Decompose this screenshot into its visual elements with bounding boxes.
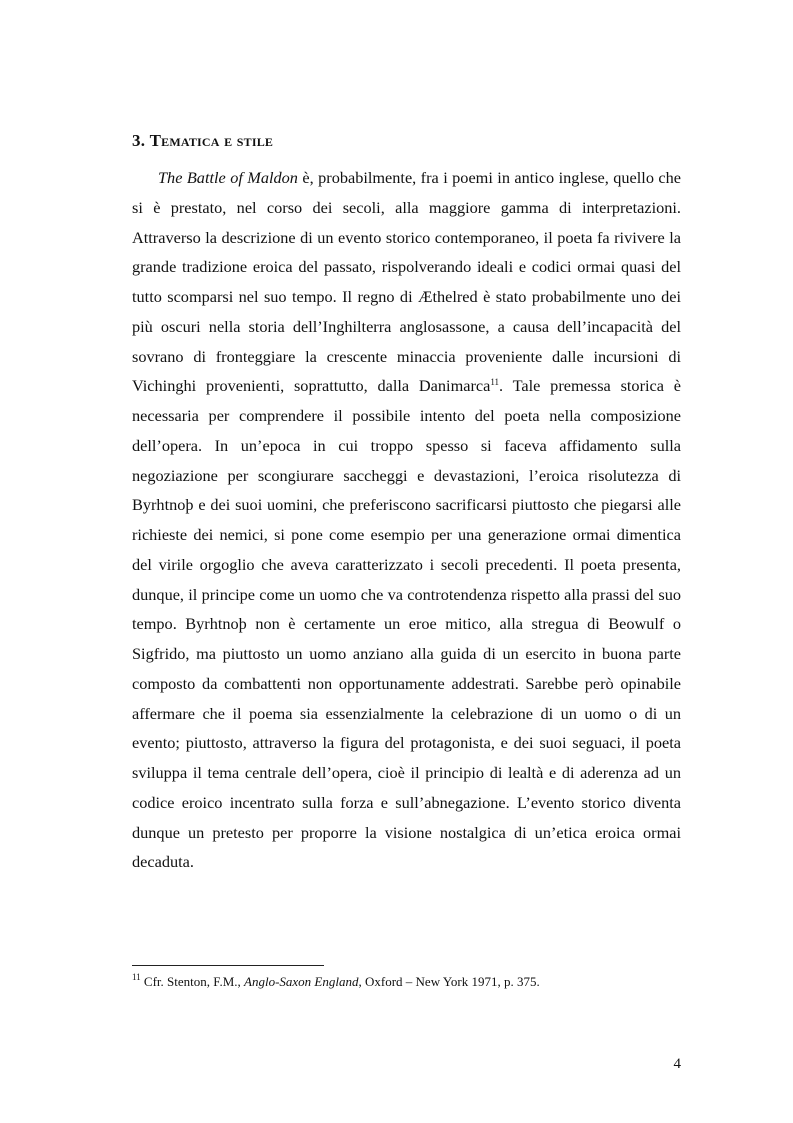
footnote [132,973,692,991]
page-number: 4 [673,1056,681,1072]
paragraph-text-part-1: è, probabilmente, fra i poemi in antico inglese, quello che si è prestato, nel corso dei secoli, alla maggiore gamma di interpretazioni. Attraverso la descrizione di un evento storico contemporaneo, il poeta fa rivivere la grande tradizione eroica del passato, rispolverando ideali e codici ormai quasi del tutto scomparsi nel suo tempo. Il regno di Æthelred è stato probabilmente uno dei più oscuri nella storia dell’Inghilterra anglosassone, a causa dell’incapacità del sovrano di fronteggiare la crescente minaccia proveniente dalle incursioni di Vichinghi provenienti, soprattutto, dalla Danimarca [132,168,681,396]
section-title-rest: e stile [219,131,274,150]
section-title [150,131,274,150]
footnote-reference[interactable]: 11 [490,377,500,388]
footnote-suffix: , Oxford – New York 1971, p. 375. [358,974,540,989]
paragraph-text-part-2: . Tale premessa storica è necessaria per comprendere il possibile intento del poeta nella composizione dell’opera. In un’epoca in cui troppo spesso si faceva affidamento sulla negoziazione per scongiurare saccheggi e devastazioni, l’eroica risolutezza di Byrhtnoþ e dei suoi uomini, che preferiscono sacrificarsi piuttosto che piegarsi alle richieste dei nemici, si pone come esempio per una generazione ormai dimentica del virile orgoglio che aveva caratterizzato i secoli precedenti. Il poeta presenta, dunque, il principe come un uomo che va controtendenza rispetto alla prassi del suo tempo. Byrhtnoþ non è certamente un eroe mitico, alla stregua di Beowulf o Sigfrido, ma piuttosto un uomo anziano alla guida di un esercito in buona parte composto da combattenti non opportunamente addestrati. Sarebbe però opinabile affermare che il poema sia essenzialmente la celebrazione di un uomo o di un evento; piuttosto, attraverso la figura del protagonista, e dei suoi seguaci, il poeta sviluppa il tema centrale dell’opera, cioè il principio di lealtà e di aderenza ad un codice eroico incentrato sulla forza e sull’abnegazione. L’evento storico diventa dunque un pretesto per proporre la visione nostalgica di un’etica eroica ormai decaduta. [132,376,681,872]
section-heading [132,131,273,151]
work-title: The Battle of Maldon [158,168,298,187]
section-number: 3. [132,131,146,150]
section-title-first: Tematica [149,131,220,150]
footnote-prefix: Cfr. Stenton, F.M., [140,974,245,989]
footnote-number: 11 [132,972,141,982]
body-paragraph [132,163,681,877]
footnote-separator [132,965,324,966]
footnote-work-title: Anglo-Saxon England [244,974,359,989]
